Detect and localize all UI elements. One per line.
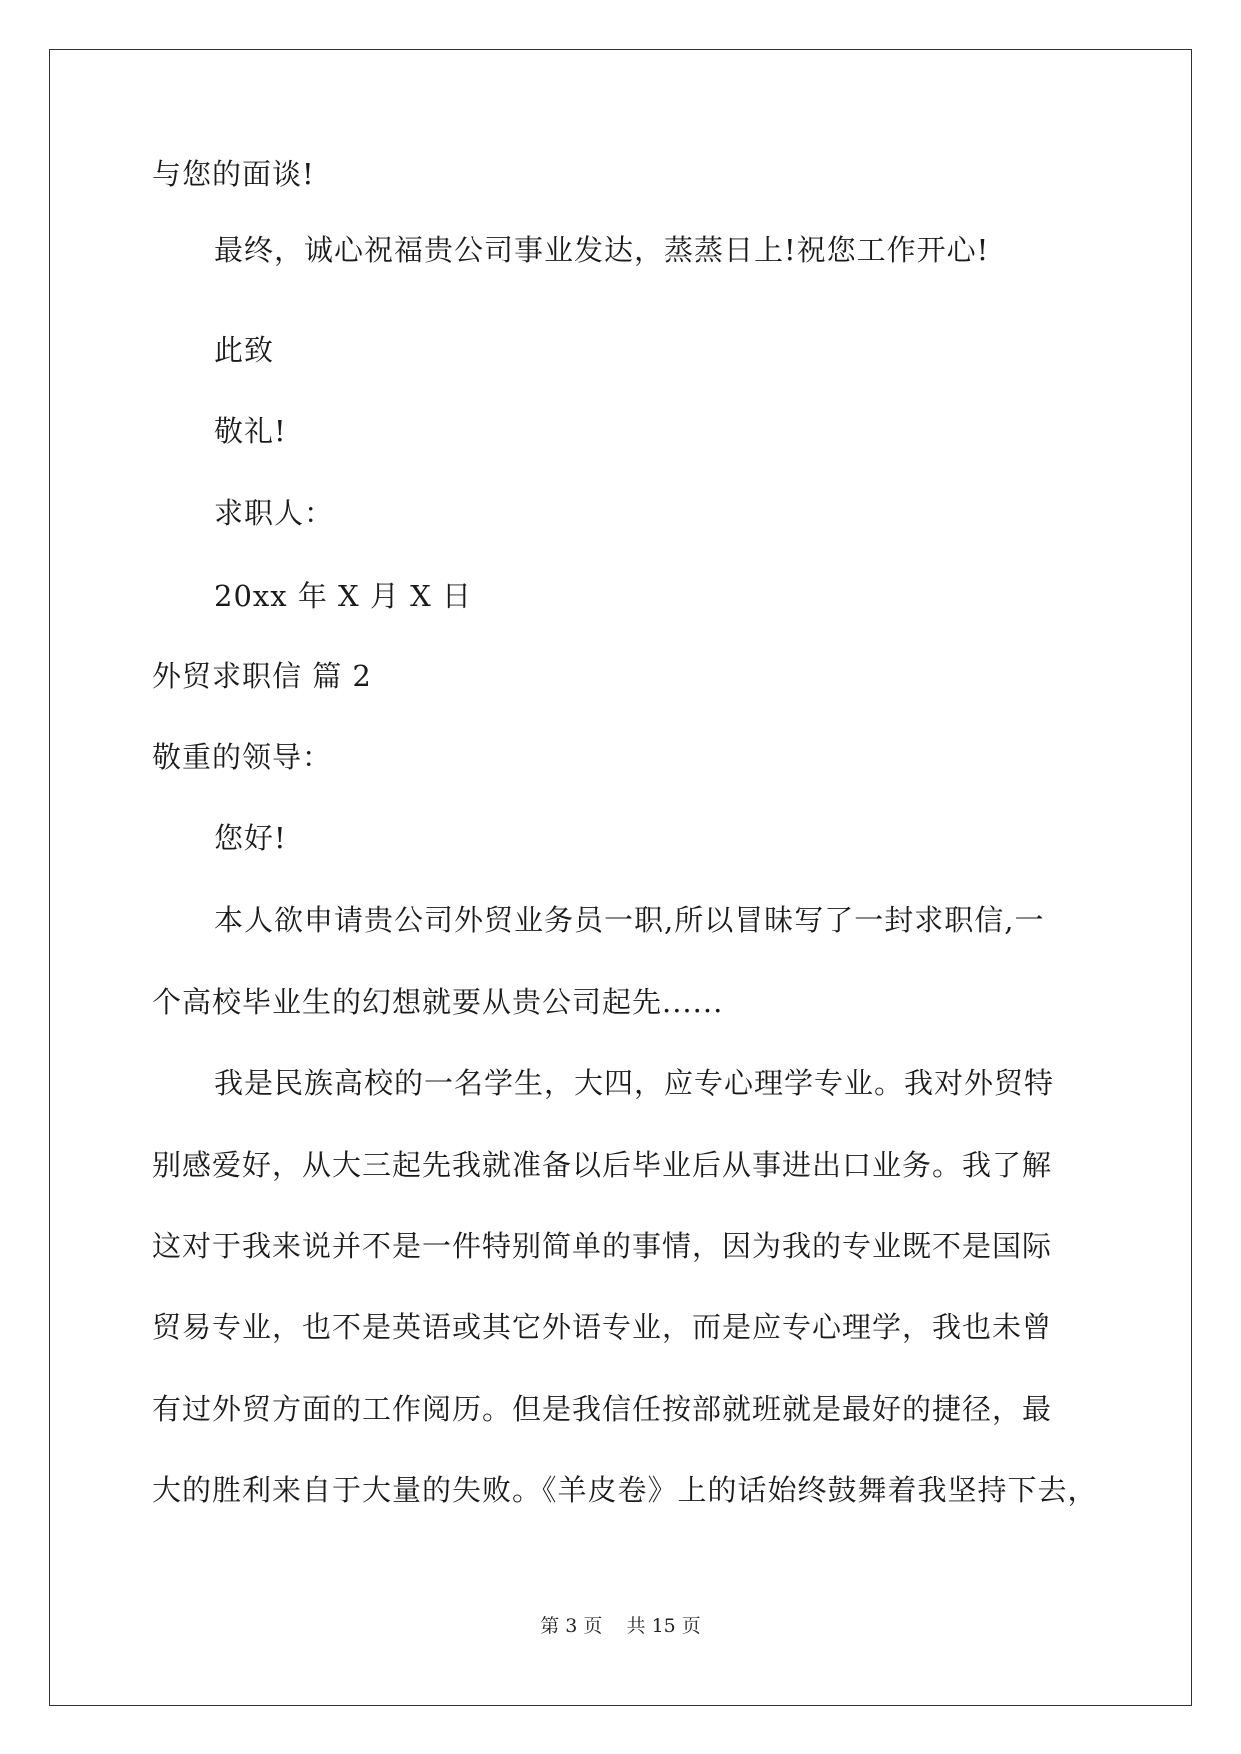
text-line: 别感爱好，从大三起先我就准备以后毕业后从事进出口业务。我了解 <box>152 1148 1053 1182</box>
text-line: 最终，诚心祝福贵公司事业发达，蒸蒸日上!祝您工作开心! <box>214 233 990 267</box>
page-border <box>49 49 1192 1706</box>
salutation: 敬重的领导： <box>152 740 333 774</box>
text-line: 本人欲申请贵公司外贸业务员一职,所以冒昧写了一封求职信,一 <box>214 903 1045 937</box>
text-line: 贸易专业，也不是英语或其它外语专业，而是应专心理学，我也未曾 <box>152 1310 1053 1344</box>
text-line: 有过外贸方面的工作阅历。但是我信任按部就班就是最好的捷径，最 <box>152 1392 1053 1426</box>
date-line: 20xx 年 X 月 X 日 <box>214 579 472 613</box>
text-line: 与您的面谈! <box>152 157 315 191</box>
text-line: 个高校毕业生的幻想就要从贵公司起先...... <box>152 985 724 1019</box>
text-line: 敬礼! <box>214 414 287 448</box>
section-heading: 外贸求职信 篇 2 <box>152 659 372 693</box>
page-number-footer: 第 3 页 共 15 页 <box>540 1615 701 1637</box>
text-line: 此致 <box>214 333 275 367</box>
text-line: 求职人： <box>214 496 335 530</box>
text-line: 我是民族高校的一名学生，大四，应专心理学专业。我对外贸特 <box>214 1066 1055 1100</box>
greeting: 您好! <box>214 821 287 855</box>
text-line: 大的胜利来自于大量的失败。《羊皮卷》上的话始终鼓舞着我坚持下去， <box>152 1473 1098 1507</box>
text-line: 这对于我来说并不是一件特别简单的事情，因为我的专业既不是国际 <box>152 1229 1053 1263</box>
